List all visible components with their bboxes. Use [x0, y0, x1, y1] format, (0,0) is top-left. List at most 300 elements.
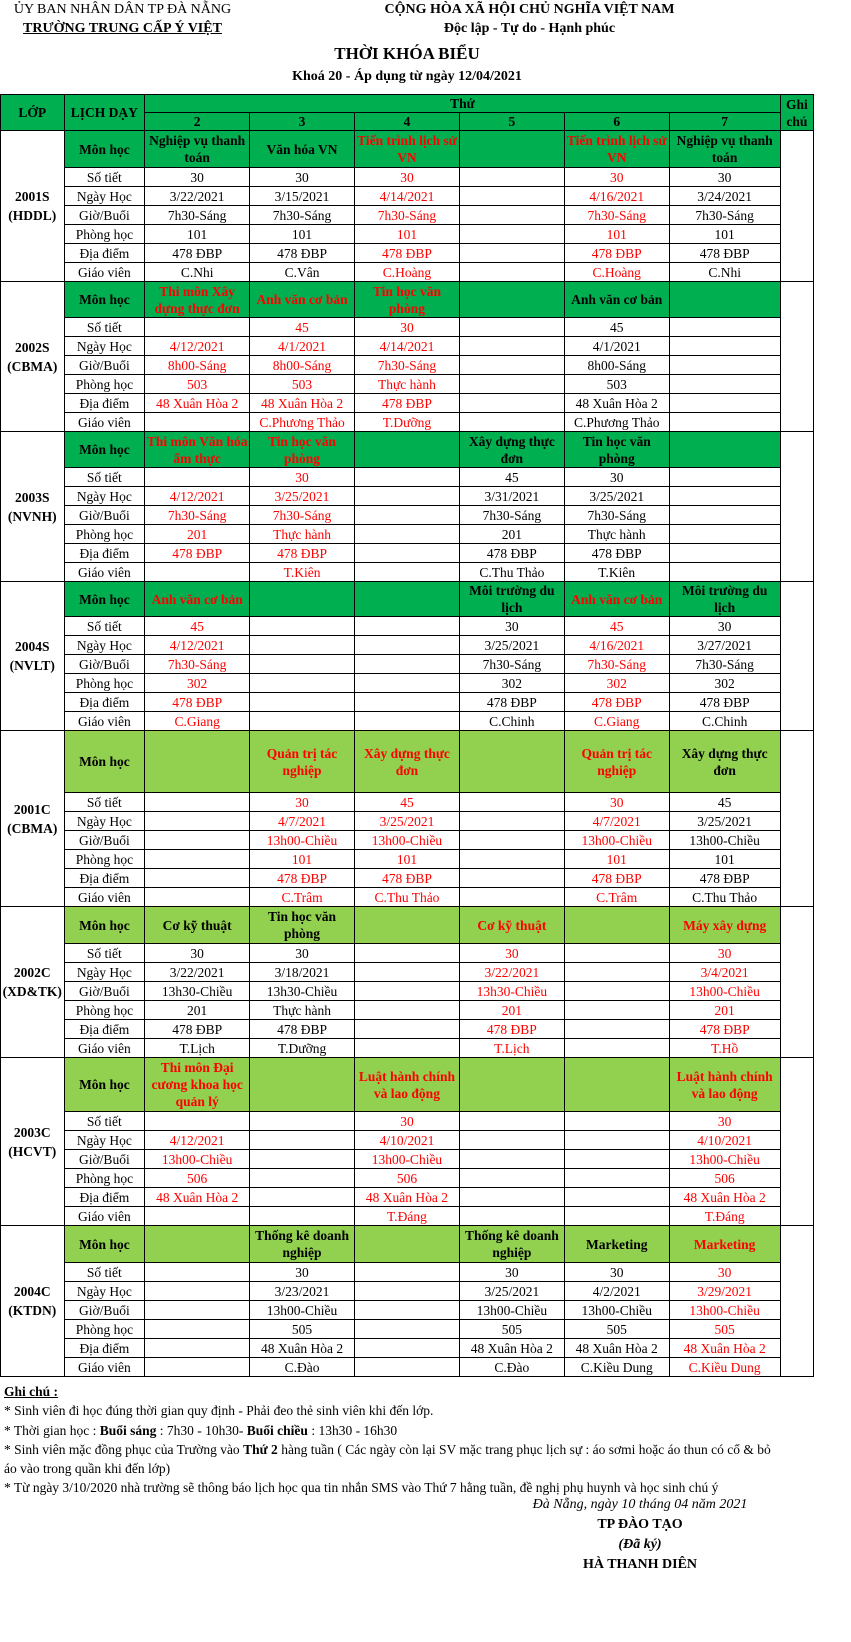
schedule-cell: 30	[669, 168, 780, 187]
note-line: * Sinh viên đi học đúng thời gian quy định - Phải đeo thẻ sinh viên khi đến lớp.	[4, 1403, 434, 1419]
row-label: Giáo viên	[64, 1039, 145, 1058]
schedule-cell	[459, 337, 564, 356]
schedule-cell	[250, 636, 355, 655]
schedule-cell: C.Hoàng	[564, 263, 669, 282]
schedule-cell: 478 ĐBP	[669, 244, 780, 263]
col-class-header: LỚP	[1, 95, 65, 131]
schedule-cell: 4/10/2021	[355, 1131, 460, 1150]
schedule-cell	[669, 468, 780, 487]
schedule-cell: 13h30-Chiều	[459, 982, 564, 1001]
schedule-cell: 7h30-Sáng	[669, 206, 780, 225]
subject-cell: Tin học văn phòng	[564, 432, 669, 468]
schedule-cell: 3/31/2021	[459, 487, 564, 506]
page-title: THỜI KHÓA BIỂU	[334, 44, 480, 63]
schedule-row	[1, 1207, 814, 1226]
schedule-row	[1, 712, 814, 731]
schedule-cell: 4/12/2021	[145, 1131, 250, 1150]
schedule-cell	[459, 1150, 564, 1169]
national-motto: Độc lập - Tự do - Hạnh phúc	[443, 21, 616, 36]
schedule-cell: 7h30-Sáng	[564, 206, 669, 225]
schedule-cell: C.Vân	[250, 263, 355, 282]
schedule-cell: 101	[564, 225, 669, 244]
schedule-cell	[145, 888, 250, 907]
schedule-cell: C.Phương Thảo	[250, 413, 355, 432]
schedule-row	[1, 468, 814, 487]
schedule-cell	[355, 1001, 460, 1020]
subject-cell: Xây dựng thực đơn	[669, 731, 780, 793]
class-subject-row	[1, 907, 814, 944]
schedule-cell: 478 ĐBP	[145, 1020, 250, 1039]
schedule-row	[1, 525, 814, 544]
schedule-cell: 478 ĐBP	[564, 244, 669, 263]
schedule-cell	[669, 487, 780, 506]
class-name: 2003S (NVNH)	[1, 432, 65, 582]
schedule-cell	[355, 1358, 460, 1377]
schedule-cell	[145, 831, 250, 850]
schedule-cell	[459, 1188, 564, 1207]
schedule-cell: 30	[669, 1263, 780, 1282]
schedule-cell: 13h00-Chiều	[355, 1150, 460, 1169]
schedule-cell	[669, 394, 780, 413]
schedule-cell: 30	[355, 318, 460, 337]
subject-cell: Tiến trình lịch sử VN	[355, 131, 460, 168]
row-label: Ngày Học	[64, 487, 145, 506]
row-label: Số tiết	[64, 468, 145, 487]
schedule-cell: 478 ĐBP	[250, 244, 355, 263]
row-label: Số tiết	[64, 617, 145, 636]
subject-cell: Anh văn cơ bản	[564, 582, 669, 617]
schedule-cell	[145, 1263, 250, 1282]
schedule-cell: C.Thu Thảo	[355, 888, 460, 907]
schedule-cell: 48 Xuân Hòa 2	[250, 394, 355, 413]
schedule-row	[1, 544, 814, 563]
schedule-cell: 201	[459, 1001, 564, 1020]
schedule-cell: 48 Xuân Hòa 2	[459, 1339, 564, 1358]
schedule-row	[1, 655, 814, 674]
schedule-row	[1, 1112, 814, 1131]
class-name: 2003C (HCVT)	[1, 1058, 65, 1226]
schedule-cell: 3/25/2021	[564, 487, 669, 506]
schedule-cell: C.Kiều Dung	[669, 1358, 780, 1377]
schedule-cell: 30	[250, 468, 355, 487]
schedule-cell	[145, 1301, 250, 1320]
schedule-cell	[564, 1039, 669, 1058]
schedule-cell	[669, 337, 780, 356]
subject-cell: Môi trường du lịch	[669, 582, 780, 617]
schedule-cell	[564, 1131, 669, 1150]
schedule-cell: 503	[564, 375, 669, 394]
schedule-cell: 48 Xuân Hòa 2	[669, 1188, 780, 1207]
subject-cell	[459, 731, 564, 793]
row-label: Ngày Học	[64, 187, 145, 206]
schedule-row	[1, 168, 814, 187]
row-label: Số tiết	[64, 944, 145, 963]
row-label: Phòng học	[64, 1320, 145, 1339]
schedule-row	[1, 1169, 814, 1188]
subject-cell: Luật hành chính và lao động	[355, 1058, 460, 1112]
schedule-cell: 13h00-Chiều	[145, 1150, 250, 1169]
schedule-cell: 478 ĐBP	[564, 544, 669, 563]
schedule-cell	[250, 655, 355, 674]
schedule-cell: 4/16/2021	[564, 187, 669, 206]
subject-cell	[669, 282, 780, 318]
schedule-cell	[355, 525, 460, 544]
note-text: Thứ 2	[243, 1441, 278, 1457]
subject-cell	[145, 731, 250, 793]
class-name: 2002S (CBMA)	[1, 282, 65, 432]
row-label: Môn học	[64, 907, 145, 944]
class-subject-row	[1, 432, 814, 468]
schedule-row	[1, 888, 814, 907]
schedule-cell: 302	[669, 674, 780, 693]
schedule-cell: C.Thu Thảo	[669, 888, 780, 907]
schedule-cell: 13h00-Chiều	[564, 831, 669, 850]
schedule-cell	[355, 1263, 460, 1282]
schedule-cell: 13h00-Chiều	[669, 831, 780, 850]
subject-cell	[355, 1226, 460, 1263]
schedule-cell	[250, 1150, 355, 1169]
note-text: hàng tuần ( Các ngày còn lại SV mặc trang phục lịch sự : áo sơmi hoặc áo thun có cổ & bỏ	[277, 1441, 771, 1457]
schedule-cell: 13h00-Chiều	[669, 1150, 780, 1169]
schedule-row	[1, 1301, 814, 1320]
schedule-cell: 505	[669, 1320, 780, 1339]
schedule-row	[1, 206, 814, 225]
schedule-cell: 13h30-Chiều	[250, 982, 355, 1001]
schedule-cell: 13h00-Chiều	[250, 831, 355, 850]
schedule-cell: 101	[250, 850, 355, 869]
day-header: 7	[669, 113, 780, 131]
schedule-cell	[459, 244, 564, 263]
schedule-cell	[145, 850, 250, 869]
schedule-cell: 45	[459, 468, 564, 487]
row-label: Ngày Học	[64, 1282, 145, 1301]
schedule-cell: 45	[250, 318, 355, 337]
schedule-row	[1, 1001, 814, 1020]
schedule-cell	[459, 206, 564, 225]
class-name: 2002C (XD&TK)	[1, 907, 65, 1058]
schedule-cell: 478 ĐBP	[459, 693, 564, 712]
schedule-cell: 7h30-Sáng	[250, 206, 355, 225]
row-label: Giờ/Buổi	[64, 1301, 145, 1320]
schedule-cell: T.Dưỡng	[355, 413, 460, 432]
schedule-cell: 3/25/2021	[669, 812, 780, 831]
schedule-cell: 101	[145, 225, 250, 244]
schedule-row	[1, 982, 814, 1001]
schedule-cell: 13h00-Chiều	[564, 1301, 669, 1320]
schedule-cell: 478 ĐBP	[145, 693, 250, 712]
subject-cell: Thi môn Văn hóa ẩm thực	[145, 432, 250, 468]
class-subject-row	[1, 1058, 814, 1112]
row-label: Địa điểm	[64, 244, 145, 263]
subject-cell: Tin học văn phòng	[355, 282, 460, 318]
schedule-cell: 506	[355, 1169, 460, 1188]
schedule-row	[1, 693, 814, 712]
schedule-cell: 7h30-Sáng	[459, 506, 564, 525]
schedule-cell	[564, 1020, 669, 1039]
schedule-cell	[669, 375, 780, 394]
schedule-cell: 302	[564, 674, 669, 693]
schedule-cell: T.Hồ	[669, 1039, 780, 1058]
schedule-cell: 30	[459, 617, 564, 636]
schedule-cell	[459, 225, 564, 244]
schedule-cell	[355, 563, 460, 582]
note-text: Buổi sáng	[99, 1422, 157, 1438]
subject-cell: Văn hóa VN	[250, 131, 355, 168]
schedule-cell	[145, 1282, 250, 1301]
schedule-cell	[669, 544, 780, 563]
schedule-cell: 101	[669, 850, 780, 869]
note-cell	[780, 131, 813, 282]
schedule-cell	[459, 1131, 564, 1150]
subject-cell	[355, 432, 460, 468]
schedule-cell: 30	[250, 168, 355, 187]
schedule-cell	[250, 1112, 355, 1131]
subject-cell	[459, 131, 564, 168]
note-cell	[780, 907, 813, 1058]
row-label: Giờ/Buổi	[64, 831, 145, 850]
schedule-cell	[355, 712, 460, 731]
row-label: Giáo viên	[64, 888, 145, 907]
schedule-cell: 48 Xuân Hòa 2	[669, 1339, 780, 1358]
schedule-cell: C.Đào	[459, 1358, 564, 1377]
schedule-cell	[355, 617, 460, 636]
note-line: áo vào trong quần khi đến lớp)	[4, 1461, 171, 1477]
schedule-cell: 45	[145, 617, 250, 636]
schedule-cell	[145, 563, 250, 582]
schedule-row	[1, 244, 814, 263]
row-label: Giờ/Buổi	[64, 982, 145, 1001]
schedule-cell: 13h30-Chiều	[145, 982, 250, 1001]
note-line	[4, 1421, 849, 1440]
col-schedule-header: LỊCH DẠY	[64, 95, 145, 131]
subject-cell: Xây dựng thực đơn	[355, 731, 460, 793]
schedule-row	[1, 1039, 814, 1058]
row-label: Phòng học	[64, 525, 145, 544]
schedule-cell: 30	[669, 617, 780, 636]
schedule-cell: 503	[145, 375, 250, 394]
schedule-cell: 7h30-Sáng	[564, 655, 669, 674]
authority-name: ỦY BAN NHÂN DÂN TP ĐÀ NẴNG	[13, 2, 232, 17]
subject-cell: Cơ kỹ thuật	[459, 907, 564, 944]
row-label: Ngày Học	[64, 636, 145, 655]
schedule-cell: 3/24/2021	[669, 187, 780, 206]
class-name: 2004C (KTDN)	[1, 1226, 65, 1377]
row-label: Ngày Học	[64, 1131, 145, 1150]
row-label: Phòng học	[64, 375, 145, 394]
schedule-cell: 4/16/2021	[564, 636, 669, 655]
timetable	[0, 94, 814, 1377]
schedule-cell: 30	[564, 793, 669, 812]
schedule-cell	[459, 413, 564, 432]
schedule-cell: 3/15/2021	[250, 187, 355, 206]
notes-section	[4, 1382, 849, 1498]
schedule-row	[1, 225, 814, 244]
schedule-cell	[459, 888, 564, 907]
subject-cell: Thi môn Đại cương khoa học quản lý	[145, 1058, 250, 1112]
schedule-cell: 101	[564, 850, 669, 869]
timetable-body	[1, 95, 814, 1377]
schedule-cell	[669, 506, 780, 525]
subject-cell: Môi trường du lịch	[459, 582, 564, 617]
schedule-cell	[145, 413, 250, 432]
schedule-row	[1, 1358, 814, 1377]
row-label: Giáo viên	[64, 712, 145, 731]
schedule-row	[1, 187, 814, 206]
schedule-cell	[669, 525, 780, 544]
schedule-cell: 503	[250, 375, 355, 394]
row-label: Giáo viên	[64, 1207, 145, 1226]
schedule-cell	[459, 168, 564, 187]
schedule-row	[1, 636, 814, 655]
subject-cell	[564, 907, 669, 944]
schedule-row	[1, 793, 814, 812]
schedule-cell: Thực hành	[250, 1001, 355, 1020]
note-text: : 13h30 - 16h30	[307, 1422, 398, 1438]
schedule-cell	[250, 1169, 355, 1188]
schedule-cell: C.Thu Thảo	[459, 563, 564, 582]
schedule-cell: 3/4/2021	[669, 963, 780, 982]
class-subject-row	[1, 131, 814, 168]
row-label: Môn học	[64, 131, 145, 168]
schedule-cell: C.Giang	[564, 712, 669, 731]
row-label: Địa điểm	[64, 394, 145, 413]
schedule-cell: 478 ĐBP	[564, 693, 669, 712]
schedule-cell: 4/12/2021	[145, 487, 250, 506]
row-label: Phòng học	[64, 674, 145, 693]
header-row	[1, 95, 814, 113]
schedule-cell: C.Hoàng	[355, 263, 460, 282]
schedule-cell: 505	[459, 1320, 564, 1339]
schedule-cell	[145, 869, 250, 888]
schedule-cell	[564, 1188, 669, 1207]
row-label: Ngày Học	[64, 337, 145, 356]
subject-cell: Nghiệp vụ thanh toán	[669, 131, 780, 168]
schedule-cell: 478 ĐBP	[669, 869, 780, 888]
row-label: Địa điểm	[64, 544, 145, 563]
schedule-cell: 302	[145, 674, 250, 693]
schedule-cell	[250, 674, 355, 693]
schedule-cell	[145, 1320, 250, 1339]
subject-cell: Xây dựng thực đơn	[459, 432, 564, 468]
row-label: Giờ/Buổi	[64, 1150, 145, 1169]
subject-cell: Tin học văn phòng	[250, 432, 355, 468]
note-text: * Thời gian học :	[4, 1422, 100, 1438]
subject-cell	[459, 1058, 564, 1112]
schedule-row	[1, 1263, 814, 1282]
schedule-cell: 478 ĐBP	[459, 544, 564, 563]
schedule-cell: 478 ĐBP	[564, 869, 669, 888]
row-label: Giáo viên	[64, 563, 145, 582]
schedule-cell: 478 ĐBP	[355, 394, 460, 413]
note-line: * Từ ngày 3/10/2020 nhà trường sẽ thông báo lịch học qua tin nhắn SMS vào Thứ 7 hằng tuần, đề nghị phụ huynh và học sinh chú ý	[4, 1480, 719, 1496]
schedule-cell	[145, 1207, 250, 1226]
schedule-row	[1, 487, 814, 506]
schedule-cell: 7h30-Sáng	[669, 655, 780, 674]
schedule-cell: 3/22/2021	[459, 963, 564, 982]
schedule-cell: 478 ĐBP	[250, 869, 355, 888]
schedule-cell: 30	[355, 1112, 460, 1131]
schedule-cell: 4/1/2021	[564, 337, 669, 356]
schedule-cell: 302	[459, 674, 564, 693]
row-label: Giờ/Buổi	[64, 206, 145, 225]
subject-cell: Thống kê doanh nghiệp	[250, 1226, 355, 1263]
schedule-cell: 3/23/2021	[250, 1282, 355, 1301]
schedule-cell: 13h00-Chiều	[669, 982, 780, 1001]
schedule-cell	[355, 506, 460, 525]
col-weekday-header: Thứ	[145, 95, 780, 113]
subject-cell	[250, 1058, 355, 1112]
schedule-cell: 478 ĐBP	[145, 544, 250, 563]
schedule-cell: Thực hành	[355, 375, 460, 394]
class-subject-row	[1, 1226, 814, 1263]
schedule-cell	[355, 468, 460, 487]
schedule-cell: 4/2/2021	[564, 1282, 669, 1301]
schedule-cell: 201	[145, 1001, 250, 1020]
row-label: Địa điểm	[64, 1339, 145, 1358]
schedule-cell: 30	[250, 944, 355, 963]
schedule-row	[1, 394, 814, 413]
schedule-row	[1, 1150, 814, 1169]
schedule-row	[1, 963, 814, 982]
schedule-cell: 30	[669, 944, 780, 963]
schedule-cell	[564, 963, 669, 982]
schedule-cell: 48 Xuân Hòa 2	[145, 394, 250, 413]
schedule-cell: 478 ĐBP	[669, 1020, 780, 1039]
class-subject-row	[1, 731, 814, 793]
schedule-row	[1, 869, 814, 888]
schedule-cell: C.Chinh	[459, 712, 564, 731]
schedule-cell: T.Đáng	[355, 1207, 460, 1226]
col-note-header: Ghi chú	[780, 95, 813, 131]
schedule-cell	[250, 617, 355, 636]
schedule-cell: 13h00-Chiều	[669, 1301, 780, 1320]
school-name: TRƯỜNG TRUNG CẤP Ý VIỆT	[23, 21, 222, 36]
row-label: Địa điểm	[64, 1188, 145, 1207]
schedule-cell	[145, 468, 250, 487]
schedule-cell: 45	[564, 617, 669, 636]
schedule-cell: 7h30-Sáng	[459, 655, 564, 674]
schedule-cell: 8h00-Sáng	[145, 356, 250, 375]
note-text: Buổi chiều	[246, 1422, 308, 1438]
schedule-cell	[145, 1339, 250, 1358]
row-label: Địa điểm	[64, 693, 145, 712]
subject-cell	[564, 1058, 669, 1112]
subject-cell: Cơ kỹ thuật	[145, 907, 250, 944]
notes-heading: Ghi chú :	[4, 1384, 59, 1399]
schedule-cell: 4/1/2021	[250, 337, 355, 356]
class-name: 2001C (CBMA)	[1, 731, 65, 907]
schedule-cell: 30	[355, 168, 460, 187]
row-label: Số tiết	[64, 793, 145, 812]
class-name: 2004S (NVLT)	[1, 582, 65, 731]
subject-cell	[669, 432, 780, 468]
schedule-cell: 506	[145, 1169, 250, 1188]
schedule-cell: 7h30-Sáng	[355, 206, 460, 225]
schedule-cell: 30	[669, 1112, 780, 1131]
page-subtitle: Khoá 20 - Áp dụng từ ngày 12/04/2021	[292, 69, 522, 84]
schedule-cell: 4/7/2021	[250, 812, 355, 831]
signed-note: (Đã ký)	[618, 1537, 662, 1552]
schedule-cell: 30	[459, 1263, 564, 1282]
schedule-cell	[355, 1039, 460, 1058]
schedule-cell: 30	[564, 168, 669, 187]
schedule-cell: 45	[355, 793, 460, 812]
class-subject-row	[1, 582, 814, 617]
schedule-cell: 3/22/2021	[145, 963, 250, 982]
row-label: Số tiết	[64, 168, 145, 187]
schedule-cell: 201	[669, 1001, 780, 1020]
schedule-row	[1, 1320, 814, 1339]
